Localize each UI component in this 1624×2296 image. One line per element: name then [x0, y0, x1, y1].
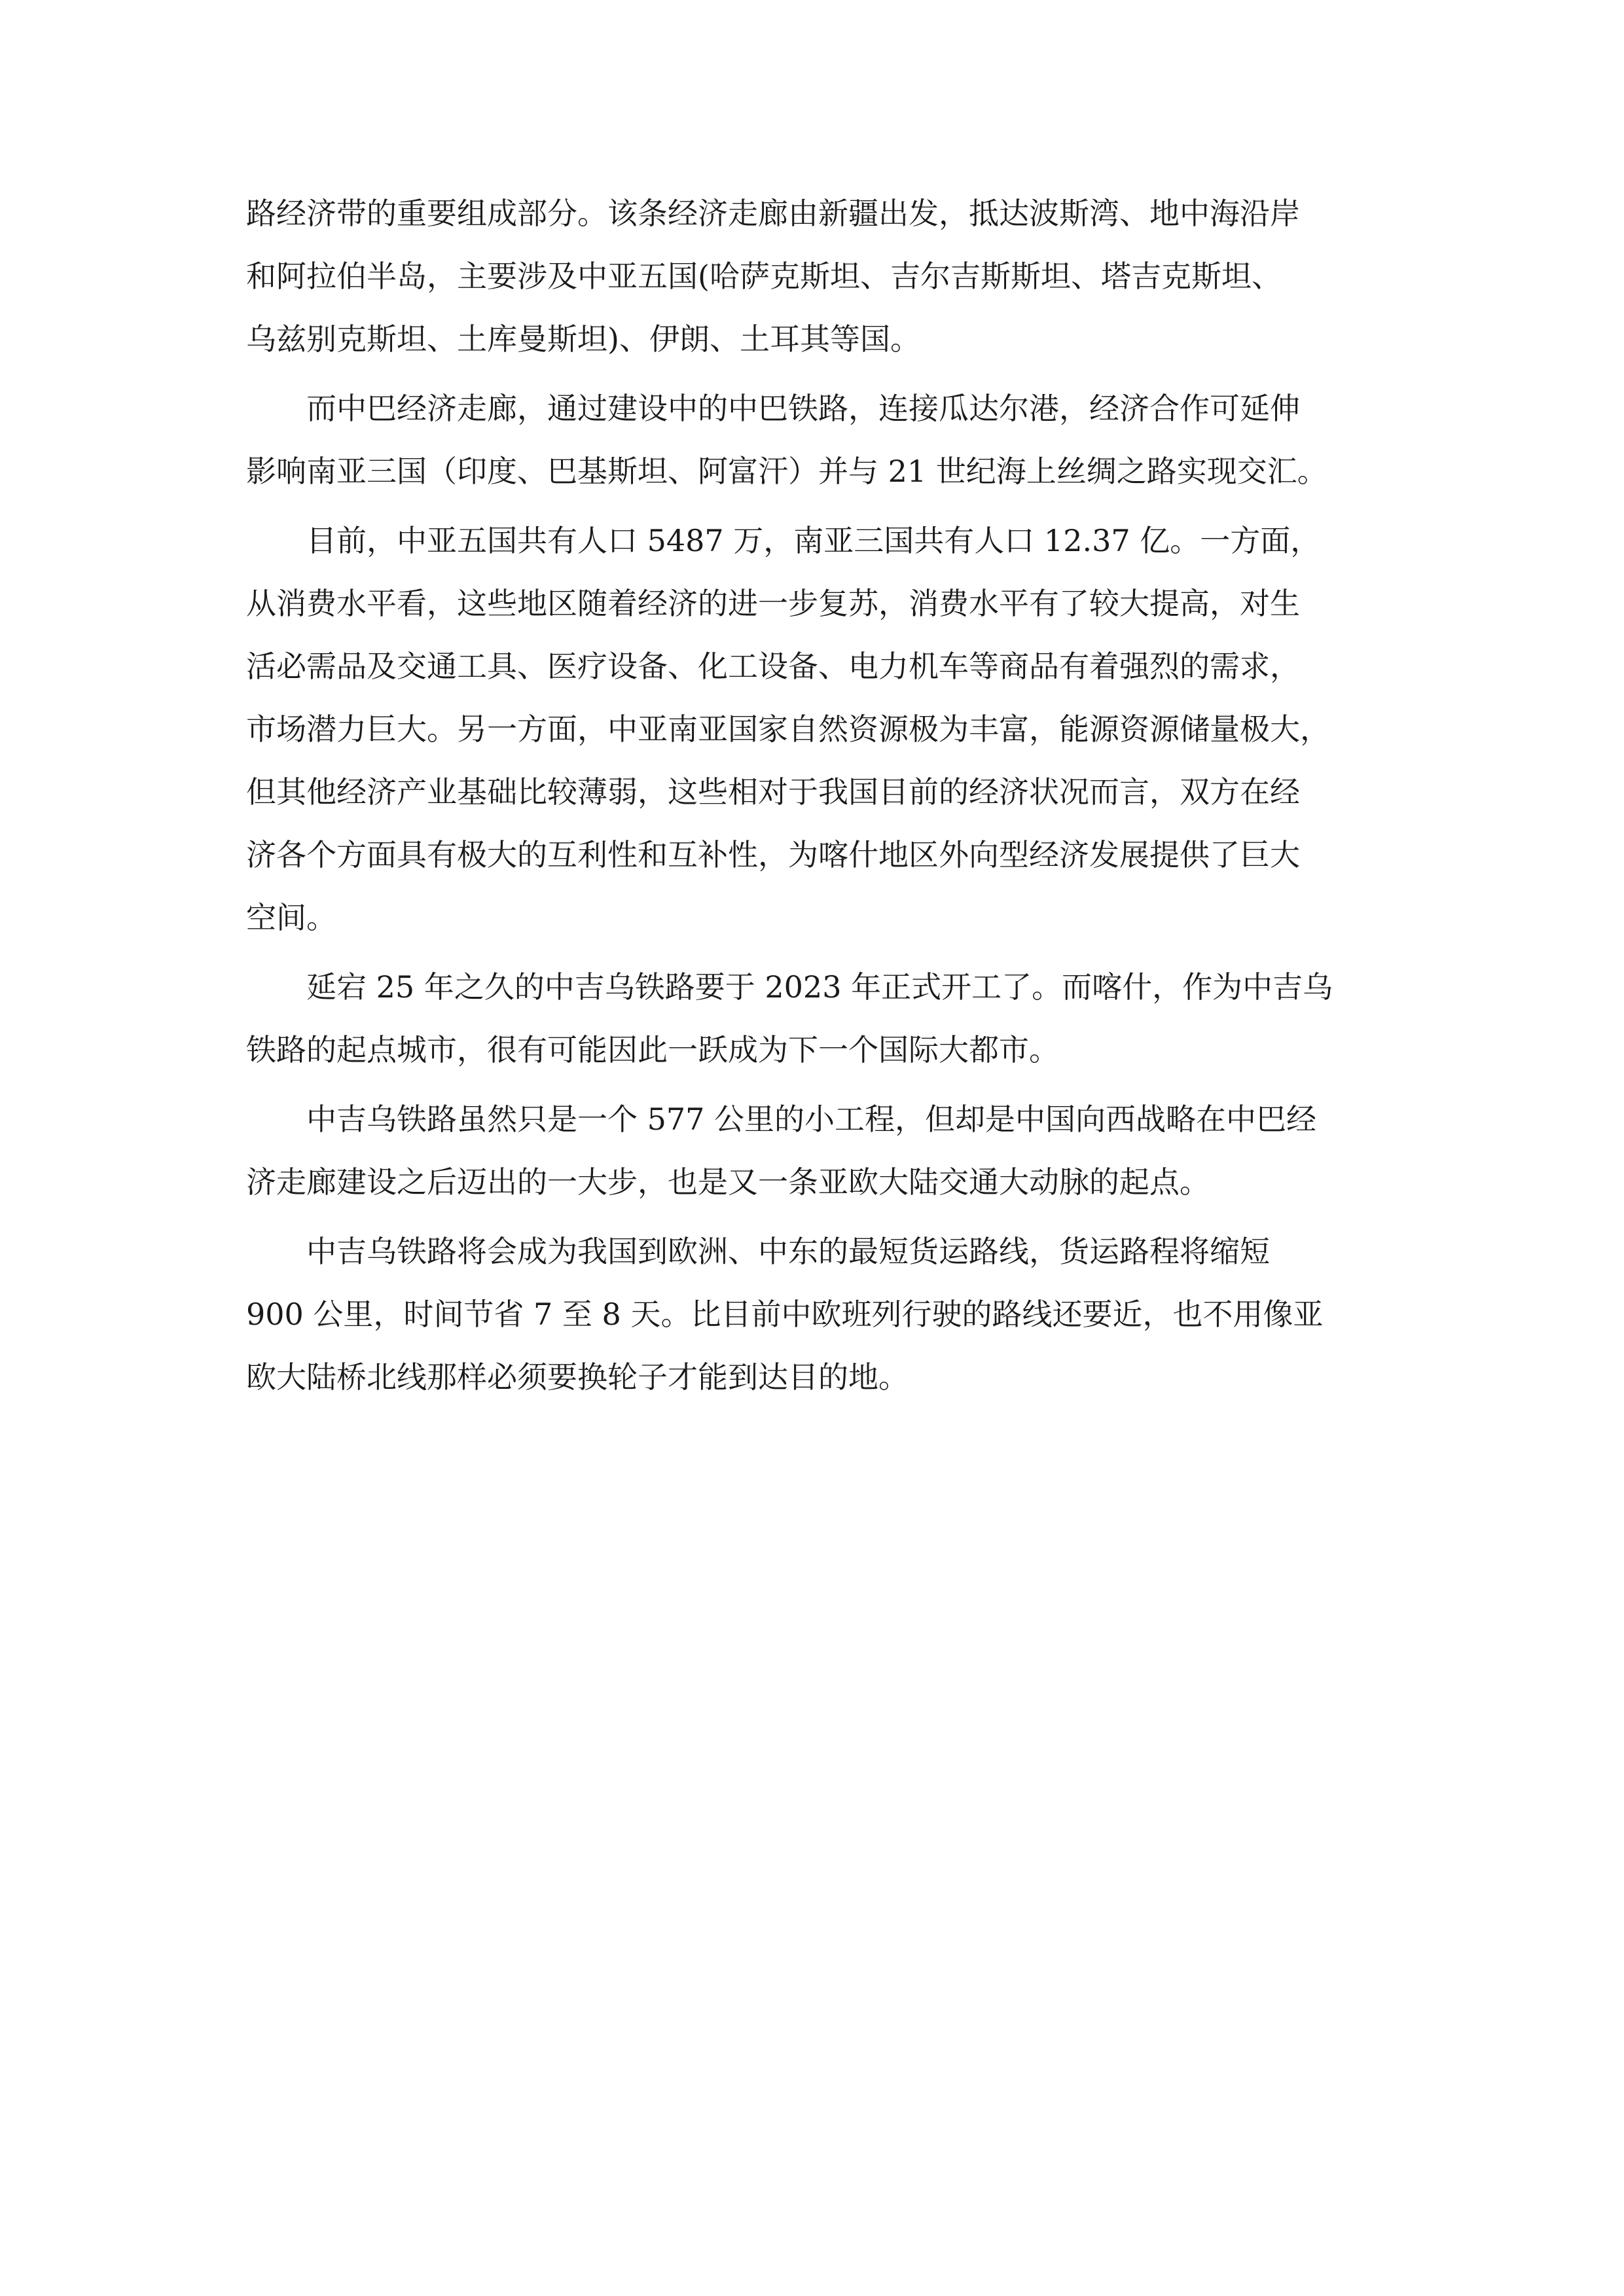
text-line: 影响南亚三国（印度、巴基斯坦、阿富汗）并与 21 世纪海上丝绸之路实现交汇。	[246, 454, 1327, 489]
text-line: 路经济带的重要组成部分。该条经济走廊由新疆出发，抵达波斯湾、地中海沿岸	[246, 196, 1300, 231]
text-line: 900 公里，时间节省 7 至 8 天。比目前中欧班列行驶的路线还要近，也不用像亚	[246, 1297, 1324, 1332]
text-line: 和阿拉伯半岛，主要涉及中亚五国(哈萨克斯坦、吉尔吉斯斯坦、塔吉克斯坦、	[246, 259, 1282, 294]
paragraph-3	[246, 509, 1385, 949]
text-line: 中吉乌铁路将会成为我国到欧洲、中东的最短货运路线，货运路程将缩短	[306, 1234, 1270, 1269]
text-line: 铁路的起点城市，很有可能因此一跃成为下一个国际大都市。	[246, 1032, 1059, 1067]
paragraph-1	[246, 182, 1385, 370]
text-line: 济走廊建设之后迈出的一大步，也是又一条亚欧大陆交通大动脉的起点。	[246, 1164, 1210, 1200]
text-line: 市场潜力巨大。另一方面，中亚南亚国家自然资源极为丰富，能源资源储量极大，	[246, 711, 1330, 747]
text-line: 中吉乌铁路虽然只是一个 577 公里的小工程，但却是中国向西战略在中巴经	[306, 1102, 1317, 1137]
text-line: 济各个方面具有极大的互利性和互补性，为喀什地区外向型经济发展提供了巨大	[246, 837, 1300, 872]
text-line: 活必需品及交通工具、医疗设备、化工设备、电力机车等商品有着强烈的需求，	[246, 649, 1300, 684]
text-line: 空间。	[246, 900, 336, 935]
text-line: 但其他经济产业基础比较薄弱，这些相对于我国目前的经济状况而言，双方在经	[246, 774, 1300, 810]
text-line: 而中巴经济走廊，通过建设中的中巴铁路，连接瓜达尔港，经济合作可延伸	[306, 391, 1300, 426]
text-line: 乌兹别克斯坦、土库曼斯坦)、伊朗、土耳其等国。	[246, 321, 920, 357]
paragraph-6	[246, 1220, 1385, 1408]
paragraph-4	[246, 956, 1385, 1081]
text-line: 欧大陆桥北线那样必须要换轮子才能到达目的地。	[246, 1359, 909, 1395]
document-body	[246, 182, 1385, 1408]
text-line: 从消费水平看，这些地区随着经济的进一步复苏，消费水平有了较大提高，对生	[246, 586, 1300, 621]
text-line: 延宕 25 年之久的中吉乌铁路要于 2023 年正式开工了。而喀什，作为中吉乌	[306, 969, 1333, 1005]
paragraph-2	[246, 377, 1385, 503]
paragraph-5	[246, 1088, 1385, 1213]
text-line: 目前，中亚五国共有人口 5487 万，南亚三国共有人口 12.37 亿。一方面，	[306, 523, 1321, 558]
